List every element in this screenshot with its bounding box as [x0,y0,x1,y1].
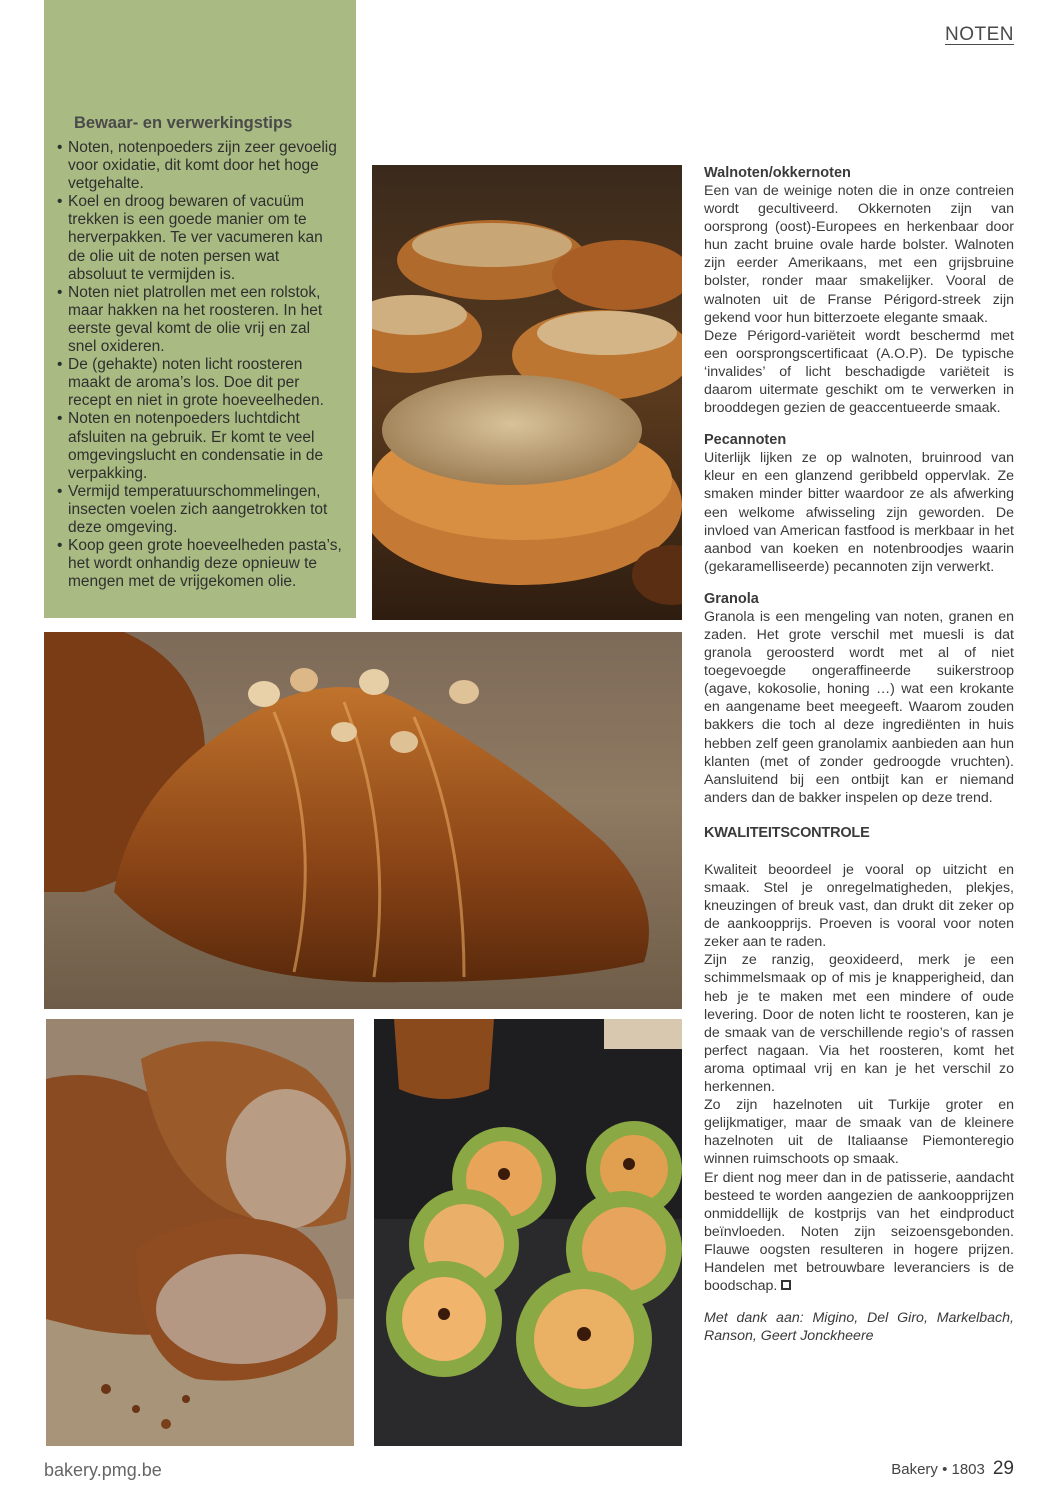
heading-pecannoten: Pecannoten [704,432,787,449]
paragraph: Uiterlijk lijken ze op walnoten, bruinrood van kleur en een glanzend geribbeld oppervlak. Ze smaken minder bitter waardoor ze als afwerking een welkome afwisseling zijn geworden. De invloed van American fastfood is merkbaar in het aanbod van koeken en notenbroodjes waarin (gekaramelliseerde) pecannoten zijn verwerkt. [704,450,1014,575]
tips-title: Bewaar- en verwerkingstips [74,114,293,132]
paragraph: Een van de weinige noten die in onze contreien wordt gecultiveerd. Okkernoten zijn van oorsprong (oost)-Europees en herkenbaar door hun zacht bruine ovale harde bolster. Walnoten zijn eerder Amerikaans, met een grijsbruine bolster, ronder maar smakelijker. Vooral de walnoten uit de Franse Périgord-streek zijn gekend voor hun bitterzoete elegante smaak. [704,183,1014,326]
paragraph: Zijn ze ranzig, geoxideerd, merk je een schimmelsmaak op of mis je knapperigheid, dan heb je te maken met een mindere of oude levering. Door de noten licht te roosteren, kan je de smaak van de verschillende regio’s of rassen perfect nagaan. Via het roosteren, komt het aroma optimaal vrij en kan je het verschil zo herkennen. [704,952,1014,1096]
section-label: NOTEN [945,24,1014,45]
section-kwaliteitscontrole [704,825,1014,1295]
heading-walnoten: Walnoten/okkernoten [704,165,851,181]
tip-item: • Noten niet platrollen met een rolstok, maar hakken na het roosteren. In het eerste geval komt de olie vrij en zal snel oxideren. [58,284,342,356]
photo-nut-pastry [372,165,682,620]
end-mark-icon [781,1280,791,1290]
issue-label: Bakery • 1803 [891,1461,985,1478]
tip-item: • Koop geen grote hoeveelheden pasta’s, het wordt onhandig deze opnieuw te mengen met de vrijgekomen olie. [58,537,342,591]
page-number: 29 [992,1458,1014,1479]
footer-issue [891,1458,1014,1480]
photo-croissant [44,632,682,1009]
tip-item: • Vermijd temperatuurschommelingen, insecten voelen zich aangetrokken tot deze omgeving. [58,483,342,537]
tip-item: • Noten, notenpoeders zijn zeer gevoelig voor oxidatie, dit komt door het hoge vetgehalte. [58,139,342,193]
paragraph-text: Er dient nog meer dan in de patisserie, aandacht besteed te worden aangezien de aankoopprijzen onmiddellijk de kostprijs van het eindproduct beïnvloeden. Noten zijn seizoensgebonden. Flauwe oogsten resulteren in hogere prijzen. Handelen met betrouwbare leveranciers is de boodschap. [704,1169,1014,1295]
paragraph: Granola is een mengeling van noten, granen en zaden. Het grote verschil met muesli is dat granola geroosterd wordt met al of niet toegevoegde ongeraffineerde suikerstroop (agave, kokosolie, honing …) wat een krokante en aangename beet meegeeft. Waarom zouden bakkers die toch al deze ingrediënten in huis hebben zelf geen granolamix aanbieden aan hun klanten (met of zonder gedroogde vruchten). Aansluitend bij een ontbijt kan er niemand anders dan de bakker inspelen op deze trend. [704,608,1014,806]
section-walnoten [704,165,1014,417]
tips-list [58,139,342,591]
paragraph: Kwaliteit beoordeel je vooral op uitzicht en smaak. Stel je onregelmatigheden, plekjes, kneuzingen of breuk vast, dan drukt dit zeker op de aankoopprijs. Proeven is vooral voor noten zeker aan te raden. [704,861,1014,951]
heading-granola: Granola [704,590,759,607]
tips-box [44,0,356,618]
credits: Met dank aan: Migino, Del Giro, Markelbach, Ranson, Geert Jonckheere [704,1310,1014,1345]
photo-pistachio-pastries [374,1019,682,1446]
section-pecannoten [704,432,1014,576]
article-column [704,165,1014,1345]
paragraph [704,1169,1014,1296]
paragraph: Zo zijn hazelnoten uit Turkije groter en gelijkmatiger, maar de smaak van de kleinere hazelnoten uit de Italiaanse Piemonteregio winnen ruimschoots op smaak. [704,1097,1014,1168]
tip-item: • De (gehakte) noten licht roosteren maakt de aroma’s los. Doe dit per recept en niet in grote hoeveelheden. [58,356,342,410]
tip-item: • Koel en droog bewaren of vacuüm trekken is een goede manier om te herverpakken. Te ver vacumeren kan de olie uit de noten persen wat absoluut te vermijden is. [58,193,342,283]
heading-kwaliteitscontrole: KWALITEITSCONTROLE [704,824,870,841]
section-granola [704,591,1014,807]
paragraph: Deze Périgord-variëteit wordt beschermd met een oorsprongscertificaat (A.O.P). De typische ‘invalides’ of licht beschadigde variëteit is daarom uitermate geschikt om te verwerken in brooddegen gezien de geaccentueerde smaak. [704,327,1014,417]
footer-website: bakery.pmg.be [44,1460,162,1480]
tip-item: • Noten en notenpoeders luchtdicht afsluiten na gebruik. Er komt te veel omgevingslucht en condensatie in de verpakking. [58,410,342,482]
photo-nut-bread [46,1019,354,1446]
